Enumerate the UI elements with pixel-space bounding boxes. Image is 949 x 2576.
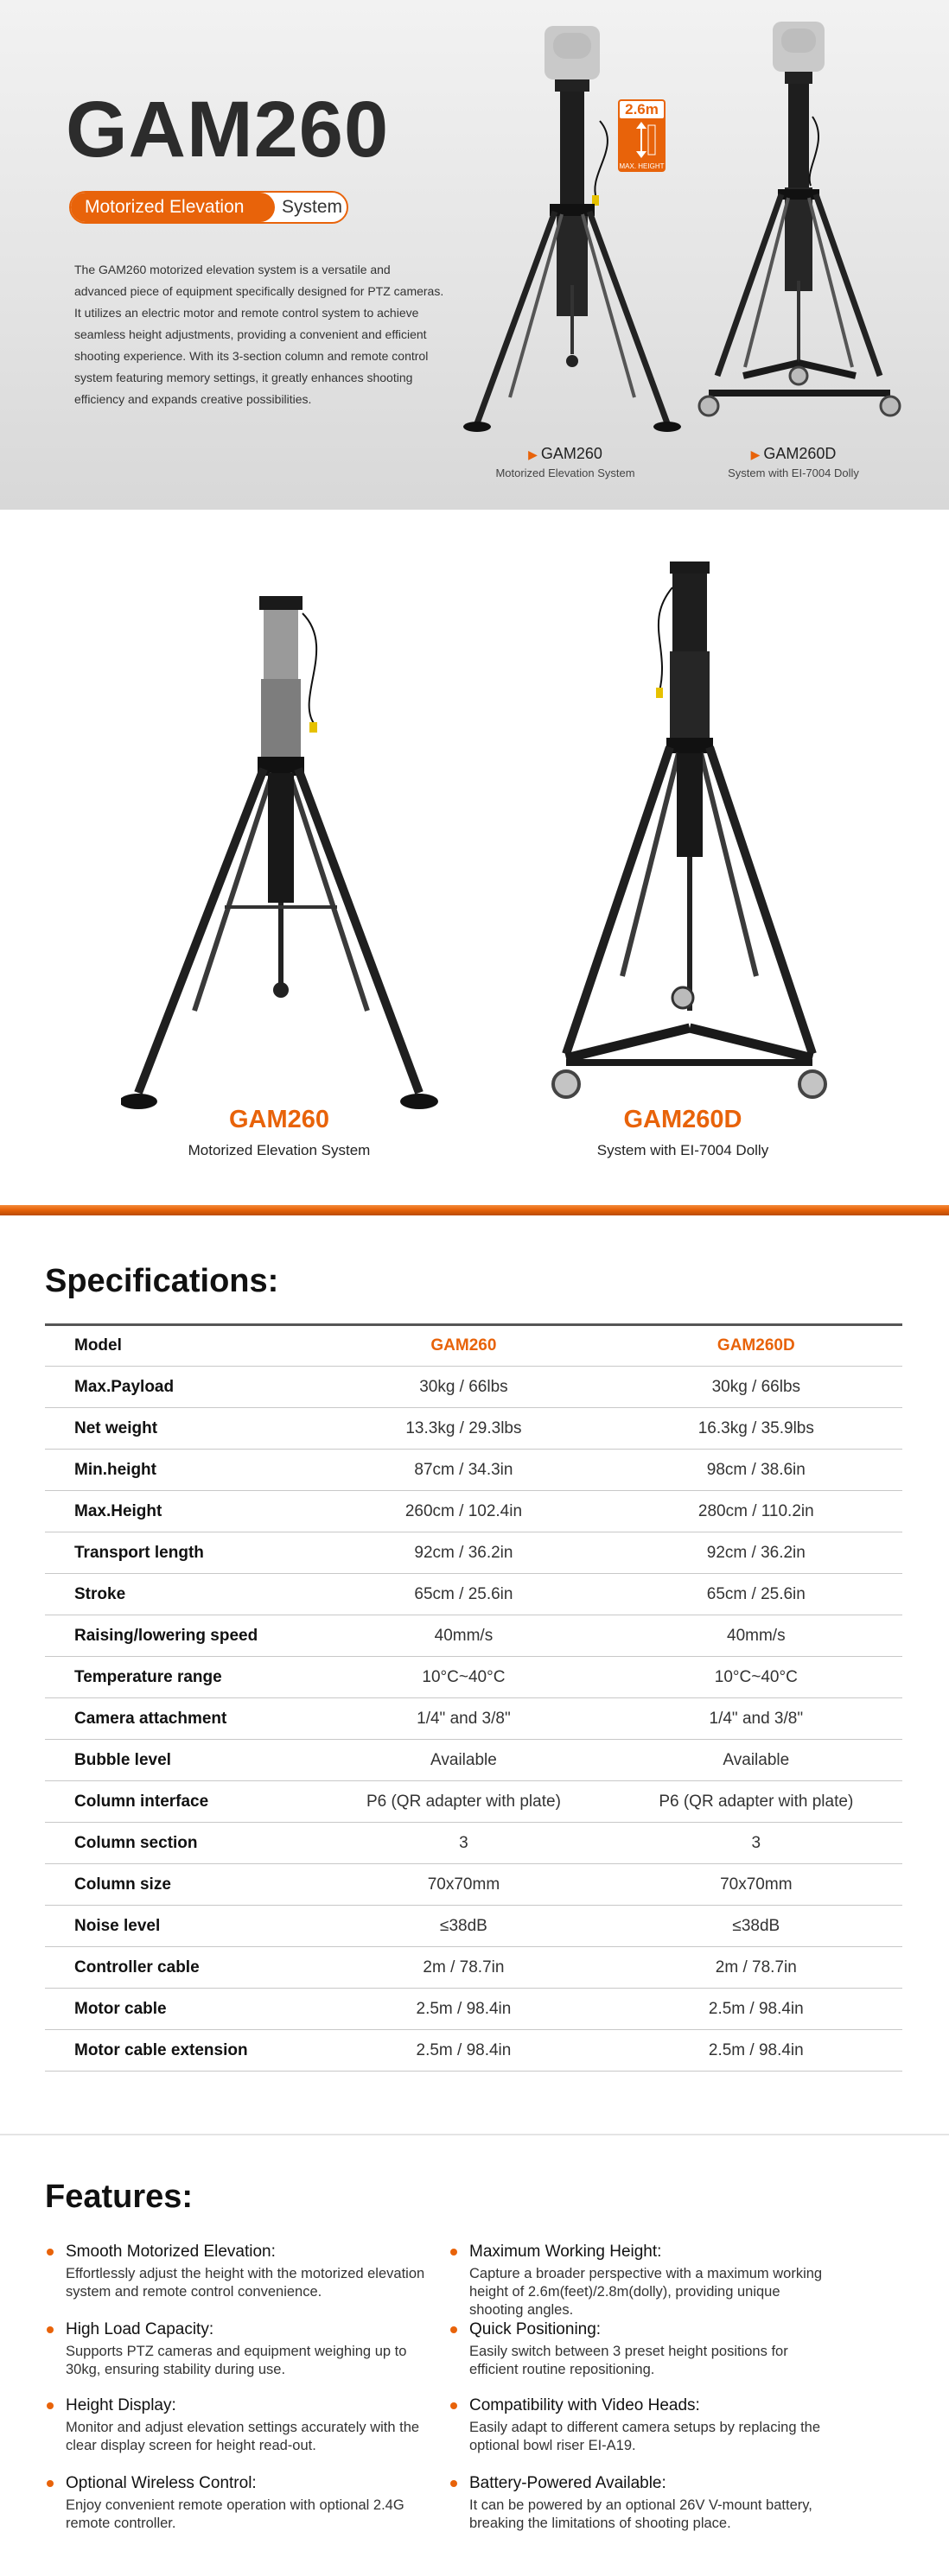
spec-value-gam260d: 98cm / 38.6in (610, 1450, 902, 1491)
table-row (45, 1450, 902, 1491)
table-row (45, 1989, 902, 2030)
spec-label: Noise level (45, 1906, 317, 1947)
hero-caption-sub: System with EI-7004 Dolly (728, 466, 859, 479)
spec-label: Motor cable extension (45, 2030, 317, 2072)
spec-value-gam260: 3 (317, 1823, 609, 1864)
spec-label: Min.height (45, 1450, 317, 1491)
spec-value-gam260: 10°C~40°C (317, 1657, 609, 1698)
hero-caption-gam260d (690, 445, 897, 479)
hero-banner (0, 0, 949, 510)
feature-desc: Easily switch between 3 preset height positions for efficient routine repositioning. (469, 2344, 788, 2377)
table-row (45, 1947, 902, 1989)
spec-value-gam260: ≤38dB (317, 1906, 609, 1947)
max-height-badge (618, 99, 666, 172)
spec-value-gam260d: 2.5m / 98.4in (610, 1989, 902, 2030)
spec-label: Stroke (45, 1574, 317, 1615)
spec-value-gam260: 40mm/s (317, 1615, 609, 1657)
hero-caption-name: GAM260D (763, 445, 837, 462)
table-row (45, 2030, 902, 2072)
spec-label: Controller cable (45, 1947, 317, 1989)
table-row (45, 1781, 902, 1823)
triangle-icon: ▶ (528, 447, 538, 461)
feature-desc: Enjoy convenient remote operation with optional 2.4G remote controller. (66, 2497, 404, 2531)
triangle-icon: ▶ (750, 447, 761, 461)
spec-value-gam260: 2.5m / 98.4in (317, 1989, 609, 2030)
spec-value-gam260d: 2m / 78.7in (610, 1947, 902, 1989)
table-row (45, 1574, 902, 1615)
spec-value-gam260d: 40mm/s (610, 1615, 902, 1657)
feature-title: Smooth Motorized Elevation: (45, 2243, 425, 2262)
spec-col1-header: GAM260 (317, 1325, 609, 1367)
spec-value-gam260: 260cm / 102.4in (317, 1491, 609, 1532)
spec-value-gam260d: 65cm / 25.6in (610, 1574, 902, 1615)
spec-label: Raising/lowering speed (45, 1615, 317, 1657)
table-row (45, 1532, 902, 1574)
spec-label: Column section (45, 1823, 317, 1864)
spec-value-gam260d: 16.3kg / 35.9lbs (610, 1408, 902, 1450)
spec-value-gam260d: 70x70mm (610, 1864, 902, 1906)
spec-value-gam260d: 3 (610, 1823, 902, 1864)
spec-label: Column size (45, 1864, 317, 1906)
feature-desc: Easily adapt to different camera setups by replacing the optional bowl riser EI-A19. (469, 2420, 821, 2453)
specs-header-row (45, 1325, 902, 1367)
feature-desc: Supports PTZ cameras and equipment weighing up to 30kg, ensuring stability during use. (66, 2344, 407, 2377)
orange-divider (0, 1205, 949, 1215)
spec-value-gam260d: 30kg / 66lbs (610, 1367, 902, 1408)
hero-caption-sub: Motorized Elevation System (495, 466, 635, 479)
table-row (45, 1906, 902, 1947)
spec-label: Temperature range (45, 1657, 317, 1698)
feature-item (449, 2474, 829, 2533)
spec-value-gam260d: P6 (QR adapter with plate) (610, 1781, 902, 1823)
spec-value-gam260d: ≤38dB (610, 1906, 902, 1947)
feature-desc: Capture a broader perspective with a maximum working height of 2.6m(feet)/2.8m(dolly), providing unique shooting angles. (469, 2266, 823, 2318)
gray-divider (0, 2134, 949, 2135)
spec-value-gam260: 70x70mm (317, 1864, 609, 1906)
feature-item (449, 2396, 829, 2455)
table-row (45, 1740, 902, 1781)
spec-label: Model (45, 1325, 317, 1367)
subtitle-rest: System (282, 197, 343, 217)
feature-title: High Load Capacity: (45, 2320, 425, 2339)
table-row (45, 1823, 902, 1864)
specs-title: Specifications: (45, 1263, 279, 1299)
spec-value-gam260: 30kg / 66lbs (317, 1367, 609, 1408)
feature-title: Quick Positioning: (449, 2320, 829, 2339)
spec-value-gam260d: Available (610, 1740, 902, 1781)
spec-label: Column interface (45, 1781, 317, 1823)
table-row (45, 1615, 902, 1657)
spec-value-gam260d: 92cm / 36.2in (610, 1532, 902, 1574)
spec-label: Motor cable (45, 1989, 317, 2030)
badge-label: MAX. HEIGHT (619, 162, 665, 170)
spec-col2-header: GAM260D (610, 1325, 902, 1367)
feature-desc: Monitor and adjust elevation settings accurately with the clear display screen for height read-out. (66, 2420, 420, 2453)
feature-item (449, 2243, 829, 2319)
feature-item (45, 2474, 425, 2533)
spec-label: Transport length (45, 1532, 317, 1574)
spec-value-gam260d: 2.5m / 98.4in (610, 2030, 902, 2072)
feature-item (45, 2396, 425, 2455)
feature-item (45, 2243, 425, 2301)
product-name-gam260d: GAM260D (623, 1106, 742, 1133)
feature-title: Compatibility with Video Heads: (449, 2396, 829, 2415)
features-title: Features: (45, 2179, 194, 2215)
table-row (45, 1491, 902, 1532)
spec-label: Max.Height (45, 1491, 317, 1532)
feature-title: Battery-Powered Available: (449, 2474, 829, 2493)
spec-value-gam260: 92cm / 36.2in (317, 1532, 609, 1574)
product-sub-gam260d: System with EI-7004 Dolly (596, 1142, 769, 1158)
spec-value-gam260: Available (317, 1740, 609, 1781)
table-row (45, 1698, 902, 1740)
feature-item (449, 2320, 829, 2379)
table-row (45, 1367, 902, 1408)
spec-value-gam260: 2.5m / 98.4in (317, 2030, 609, 2072)
spec-value-gam260d: 280cm / 110.2in (610, 1491, 902, 1532)
spec-label: Camera attachment (45, 1698, 317, 1740)
subtitle-highlight: Motorized Elevation (71, 193, 275, 222)
table-row (45, 1408, 902, 1450)
product-gam260-image (121, 596, 449, 1123)
feature-title: Optional Wireless Control: (45, 2474, 425, 2493)
feature-title: Height Display: (45, 2396, 425, 2415)
spec-value-gam260d: 1/4" and 3/8" (610, 1698, 902, 1740)
spec-value-gam260: 13.3kg / 29.3lbs (317, 1408, 609, 1450)
feature-desc: Effortlessly adjust the height with the motorized elevation system and remote control convenience. (66, 2266, 425, 2300)
specs-body (45, 1325, 902, 2072)
spec-value-gam260: P6 (QR adapter with plate) (317, 1781, 609, 1823)
hero-caption-gam260 (462, 445, 669, 479)
product-gam260d-image (540, 562, 834, 1123)
table-row (45, 1864, 902, 1906)
feature-desc: It can be powered by an optional 26V V-mount battery, breaking the limitations of shooting place. (469, 2497, 812, 2531)
hero-gam260d-image (691, 22, 908, 436)
spec-value-gam260: 1/4" and 3/8" (317, 1698, 609, 1740)
spec-label: Max.Payload (45, 1367, 317, 1408)
product-sub-gam260: Motorized Elevation System (188, 1142, 371, 1158)
feature-title: Maximum Working Height: (449, 2243, 829, 2262)
product-name-gam260: GAM260 (228, 1106, 330, 1133)
spec-value-gam260d: 10°C~40°C (610, 1657, 902, 1698)
hero-caption-name: GAM260 (540, 445, 602, 462)
specs-table (45, 1323, 902, 2072)
spec-value-gam260: 65cm / 25.6in (317, 1574, 609, 1615)
spec-value-gam260: 87cm / 34.3in (317, 1450, 609, 1491)
hero-title: GAM260 (66, 86, 390, 174)
hero-subtitle (69, 191, 348, 224)
hero-gam260-image (458, 26, 683, 441)
feature-item (45, 2320, 425, 2379)
spec-label: Bubble level (45, 1740, 317, 1781)
badge-value: 2.6m (620, 101, 664, 118)
spec-label: Net weight (45, 1408, 317, 1450)
table-row (45, 1657, 902, 1698)
height-arrow-icon (627, 122, 657, 158)
spec-value-gam260: 2m / 78.7in (317, 1947, 609, 1989)
hero-description: The GAM260 motorized elevation system is a versatile and advanced piece of equipment specifically designed for PTZ cameras. It utilizes an electric motor and remote control system to achieve seamless height adjustments, providing a convenient and efficient shooting experience. With its 3-section column and remote control system featuring memory settings, it greatly enhances shooting efficiency and expands creative possibilities. (74, 263, 444, 406)
